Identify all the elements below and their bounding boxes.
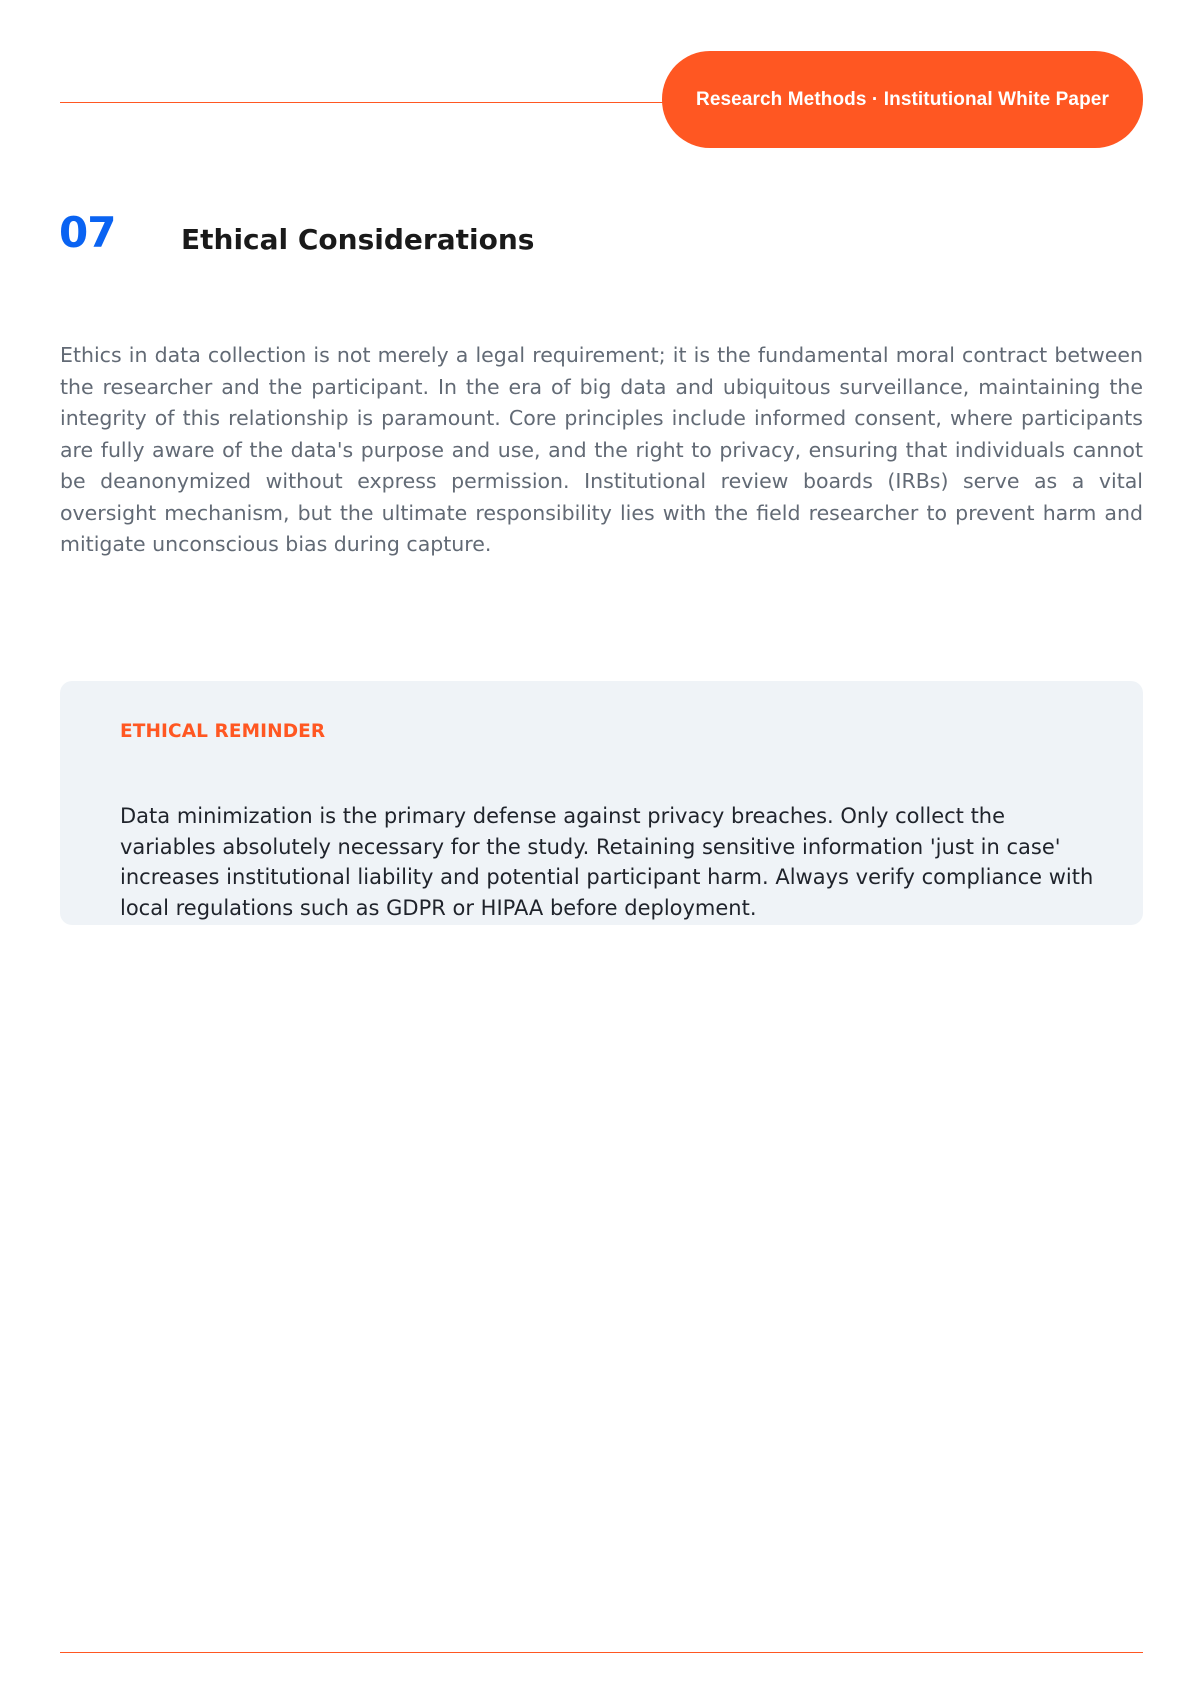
- ethical-reminder-callout: [60, 681, 1143, 925]
- footer-divider: [60, 1652, 1143, 1653]
- callout-label: ETHICAL REMINDER: [120, 721, 326, 742]
- section-title: Ethical Considerations: [181, 223, 535, 256]
- header-badge: [662, 51, 1143, 148]
- header-divider: [60, 102, 680, 103]
- header-badge-label: Research Methods · Institutional White Paper: [696, 88, 1109, 110]
- section-number: 07: [59, 208, 116, 257]
- section-body-paragraph: Ethics in data collection is not merely a legal requirement; it is the fundamental moral contract between the researcher and the participant. In the era of big data and ubiquitous surveillance, maintaining the integrity of this relationship is paramount. Core principles include informed consent, where participants are fully aware of the data's purpose and use, and the right to privacy, ensuring that individuals cannot be deanonymized without express permission. Institutional review boards (IRBs) serve as a vital oversight mechanism, but the ultimate responsibility lies with the field researcher to prevent harm and mitigate unconscious bias during capture.: [60, 343, 1143, 556]
- callout-text: Data minimization is the primary defense against privacy breaches. Only collect the variables absolutely necessary for the study. Retaining sensitive information 'just in case' increases institutional liability and potential participant harm. Always verify compliance with local regulations such as GDPR or HIPAA before deployment.: [120, 804, 1094, 920]
